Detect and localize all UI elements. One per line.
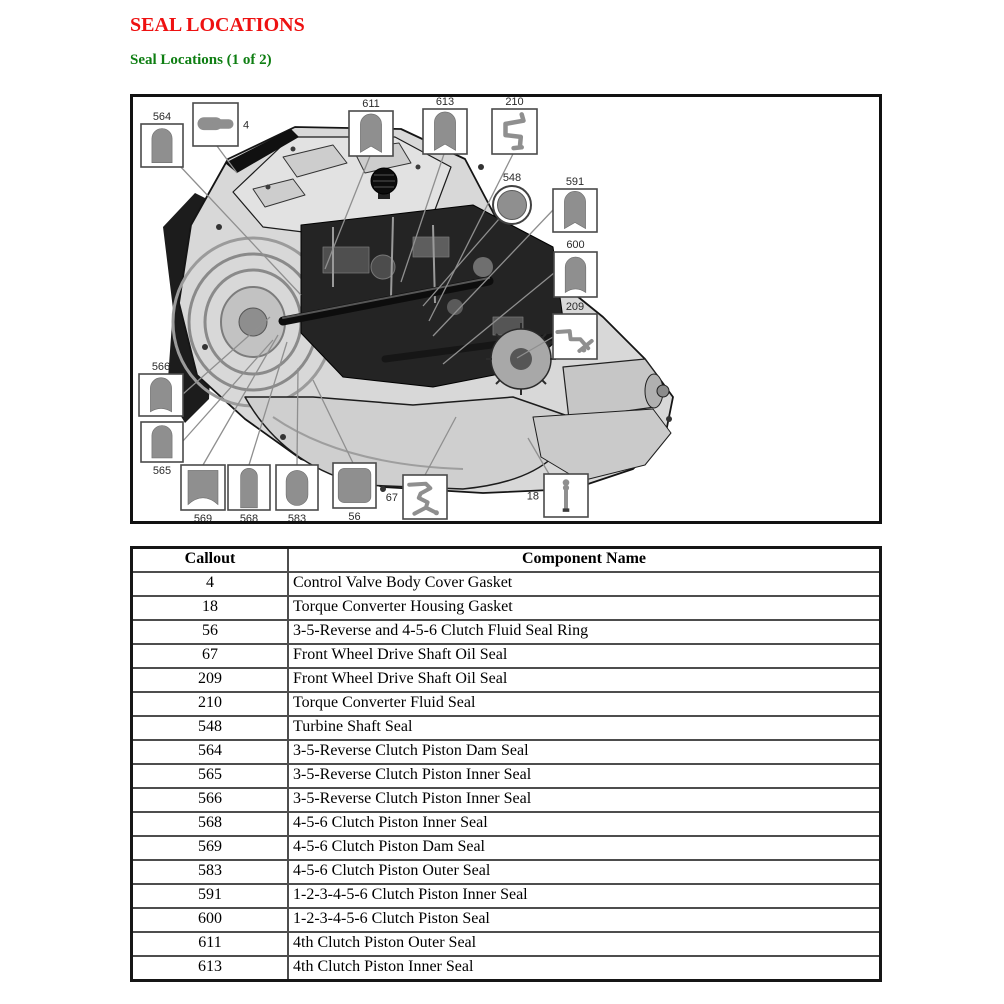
seal-icon-564 xyxy=(152,128,172,162)
callout-label-566: 566 xyxy=(151,360,171,373)
callout-cell: 548 xyxy=(132,716,289,740)
table-row xyxy=(132,740,881,764)
callout-label-600: 600 xyxy=(566,238,585,251)
callout-cell: 67 xyxy=(132,644,289,668)
callout-box-67 xyxy=(403,475,447,519)
callout-label-4: 4 xyxy=(243,119,250,131)
callout-cell: 4 xyxy=(132,572,289,596)
seal-location-figure xyxy=(130,94,882,524)
callout-cell: 564 xyxy=(132,740,289,764)
component-name-cell: 3-5-Reverse and 4-5-6 Clutch Fluid Seal Ring xyxy=(288,620,881,644)
table-row xyxy=(132,788,881,812)
table-row xyxy=(132,764,881,788)
callout-label-569: 569 xyxy=(193,512,213,521)
seal-icon-209 xyxy=(581,347,586,352)
component-name-cell: 4th Clutch Piston Outer Seal xyxy=(288,932,881,956)
callout-ring-inner-548 xyxy=(498,190,527,219)
component-name-cell: 1-2-3-4-5-6 Clutch Piston Seal xyxy=(288,908,881,932)
callout-cell: 56 xyxy=(132,620,289,644)
callout-label-565: 565 xyxy=(152,464,172,477)
callout-cell: 591 xyxy=(132,884,289,908)
callout-label-564: 564 xyxy=(152,110,172,123)
seal-icon-18 xyxy=(563,508,570,511)
table-row xyxy=(132,836,881,860)
component-name-cell: Control Valve Body Cover Gasket xyxy=(288,572,881,596)
component-name-cell: 4-5-6 Clutch Piston Outer Seal xyxy=(288,860,881,884)
callout-cell: 611 xyxy=(132,932,289,956)
table-row xyxy=(132,956,881,981)
page-title: SEAL LOCATIONS xyxy=(130,14,305,36)
callout-cell: 569 xyxy=(132,836,289,860)
table-row xyxy=(132,884,881,908)
seal-icon-600 xyxy=(565,257,586,292)
table-row xyxy=(132,620,881,644)
callout-label-583: 583 xyxy=(287,512,307,521)
seal-component-table xyxy=(130,546,882,982)
component-name-cell: 4-5-6 Clutch Piston Dam Seal xyxy=(288,836,881,860)
component-name-cell: 3-5-Reverse Clutch Piston Dam Seal xyxy=(288,740,881,764)
seal-icon-565 xyxy=(152,425,172,457)
table-row xyxy=(132,692,881,716)
callout-cell: 583 xyxy=(132,860,289,884)
component-name-cell: 3-5-Reverse Clutch Piston Inner Seal xyxy=(288,788,881,812)
callout-cell: 613 xyxy=(132,956,289,981)
seal-icon-568 xyxy=(241,468,258,507)
component-name-cell: 3-5-Reverse Clutch Piston Inner Seal xyxy=(288,764,881,788)
seal-icon-583 xyxy=(286,470,308,505)
component-name-cell: 4-5-6 Clutch Piston Inner Seal xyxy=(288,812,881,836)
figure-canvas xyxy=(133,97,879,521)
table-row xyxy=(132,716,881,740)
callout-label-591: 591 xyxy=(565,175,585,188)
component-name-cell: Torque Converter Fluid Seal xyxy=(288,692,881,716)
table-row xyxy=(132,908,881,932)
component-name-cell: Front Wheel Drive Shaft Oil Seal xyxy=(288,668,881,692)
table-header-row xyxy=(132,547,881,572)
component-name-cell: Front Wheel Drive Shaft Oil Seal xyxy=(288,644,881,668)
table-row xyxy=(132,572,881,596)
section-title: Seal Locations (1 of 2) xyxy=(130,52,272,68)
table-row xyxy=(132,860,881,884)
callout-label-209: 209 xyxy=(565,300,585,313)
callout-label-611: 611 xyxy=(362,97,380,110)
callout-cell: 18 xyxy=(132,596,289,620)
callout-label-18: 18 xyxy=(526,490,539,502)
seal-icon-4 xyxy=(212,119,234,128)
seal-icon-67 xyxy=(434,510,439,515)
callout-cell: 568 xyxy=(132,812,289,836)
callout-label-568: 568 xyxy=(239,512,259,521)
component-name-cell: Turbine Shaft Seal xyxy=(288,716,881,740)
callout-cell: 600 xyxy=(132,908,289,932)
callout-cell: 566 xyxy=(132,788,289,812)
table-row xyxy=(132,932,881,956)
seal-icon-56 xyxy=(338,468,371,502)
table-row xyxy=(132,644,881,668)
component-name-cell: 4th Clutch Piston Inner Seal xyxy=(288,956,881,981)
transmission-illustration xyxy=(163,127,673,493)
callout-cell: 209 xyxy=(132,668,289,692)
callout-box-209 xyxy=(553,314,597,359)
callout-label-67: 67 xyxy=(385,491,398,504)
table-row xyxy=(132,668,881,692)
callout-label-548: 548 xyxy=(502,171,522,184)
component-name-cell: 1-2-3-4-5-6 Clutch Piston Inner Seal xyxy=(288,884,881,908)
seal-icon-18 xyxy=(564,489,568,510)
component-name-cell: Torque Converter Housing Gasket xyxy=(288,596,881,620)
callout-label-613: 613 xyxy=(435,96,455,108)
callout-cell: 565 xyxy=(132,764,289,788)
callout-cell: 210 xyxy=(132,692,289,716)
table-row xyxy=(132,812,881,836)
col-header-callout: Callout xyxy=(132,547,289,572)
callout-label-56: 56 xyxy=(348,510,361,521)
callout-label-210: 210 xyxy=(505,96,524,108)
seal-icon-566 xyxy=(150,377,171,411)
col-header-component-name: Component Name xyxy=(288,547,881,572)
table-row xyxy=(132,596,881,620)
